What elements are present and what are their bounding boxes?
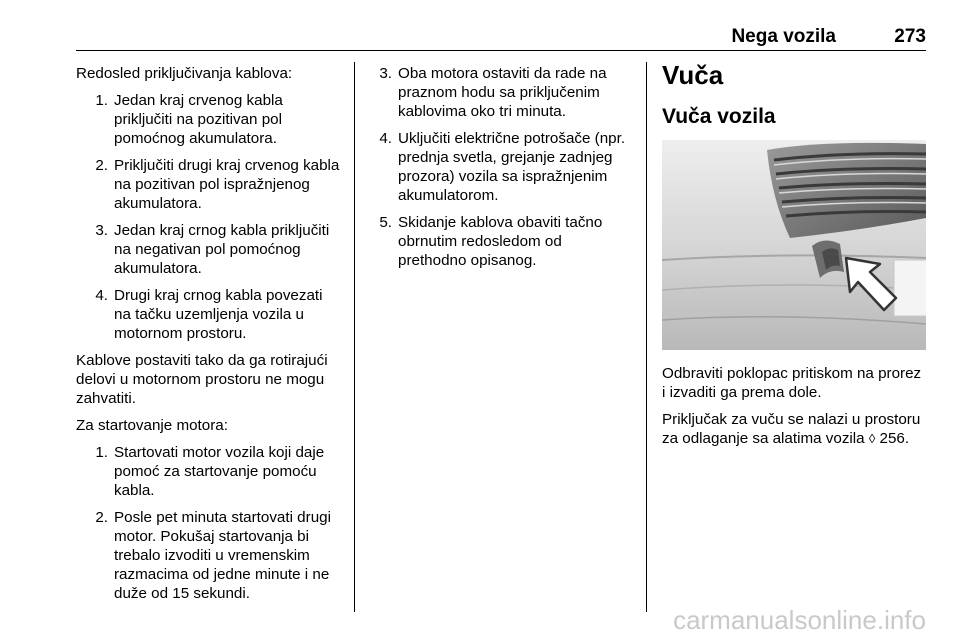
towing-eye-location xyxy=(662,410,926,448)
step-number: 2. xyxy=(95,509,108,526)
step-number: 4. xyxy=(95,287,108,304)
list-item xyxy=(372,129,628,205)
page-reference-link[interactable]: 256. xyxy=(879,430,910,447)
subsection-heading: Vuča vozila xyxy=(662,105,776,128)
column-2 xyxy=(372,64,628,278)
list-item xyxy=(88,508,342,603)
towing-eye-cover-illustration xyxy=(662,140,926,350)
column-divider-2 xyxy=(646,62,647,612)
list-item xyxy=(88,286,342,343)
list-item xyxy=(88,443,342,500)
column-1 xyxy=(76,64,342,611)
column-divider-1 xyxy=(354,62,355,612)
cover-removal-instruction: Odbraviti poklopac pritiskom na prorez i izvaditi ga prema dole. xyxy=(662,365,922,401)
section-heading: Vuča xyxy=(662,60,724,90)
engine-start-intro: Za startovanje motora: xyxy=(76,417,228,434)
reference-arrow-icon: ◊ xyxy=(868,431,876,446)
list-item xyxy=(372,64,628,121)
continued-steps-list xyxy=(372,64,628,270)
list-item xyxy=(88,91,342,148)
step-text: Jedan kraj crnog kabla priključiti na negativan pol pomoćnog akumulatora. xyxy=(114,222,330,277)
connection-steps-list xyxy=(76,91,342,343)
watermark: carmanualsonline.info xyxy=(673,605,926,635)
step-text: Startovati motor vozila koji daje pomoć za startovanje pomoću kabla. xyxy=(114,444,325,499)
step-number: 3. xyxy=(95,222,108,239)
list-item xyxy=(88,156,342,213)
connection-order-intro: Redosled priključivanja kablova: xyxy=(76,65,293,82)
step-text: Oba motora ostaviti da rade na praznom hodu sa priključenim kablovima oko tri minuta. xyxy=(398,65,607,120)
step-text: Skidanje kablova obaviti tačno obrnutim redosledom od prethodno opisanog. xyxy=(398,214,603,269)
column-3 xyxy=(662,60,926,456)
step-number: 3. xyxy=(379,65,392,82)
step-number: 2. xyxy=(95,157,108,174)
step-text: Jedan kraj crvenog kabla priključiti na pozitivan pol pomoćnog akumulatora. xyxy=(114,92,283,147)
step-number: 1. xyxy=(95,444,108,461)
cable-routing-note: Kablove postaviti tako da ga rotirajući delovi u motornom prostoru ne mogu zahvatiti. xyxy=(76,352,328,407)
step-text: Posle pet minuta startovati drugi motor. Pokušaj startovanja bi trebalo izvoditi u vremenskim razmacima od jedne minute i ne duže od 15 sekundi. xyxy=(114,509,331,602)
page-number: 273 xyxy=(894,26,926,47)
section-title: Nega vozila xyxy=(731,26,836,47)
step-text: Uključiti električne potrošače (npr. prednja svetla, grejanje zadnjeg prozora) vozila sa ispražnjenim akumulatorom. xyxy=(398,130,626,204)
page-header xyxy=(76,26,926,51)
list-item xyxy=(372,213,628,270)
step-number: 1. xyxy=(95,92,108,109)
towing-eye-location-text: Priključak za vuču se nalazi u prostoru za odlaganje sa alatima vozila xyxy=(662,411,921,447)
list-item xyxy=(88,221,342,278)
step-text: Drugi kraj crnog kabla povezati na tačku uzemljenja vozila u motornom prostoru. xyxy=(114,287,323,342)
step-number: 5. xyxy=(379,214,392,231)
engine-start-steps-list xyxy=(76,443,342,603)
step-number: 4. xyxy=(379,130,392,147)
step-text: Priključiti drugi kraj crvenog kabla na pozitivan pol ispražnjenog akumulatora. xyxy=(114,157,340,212)
